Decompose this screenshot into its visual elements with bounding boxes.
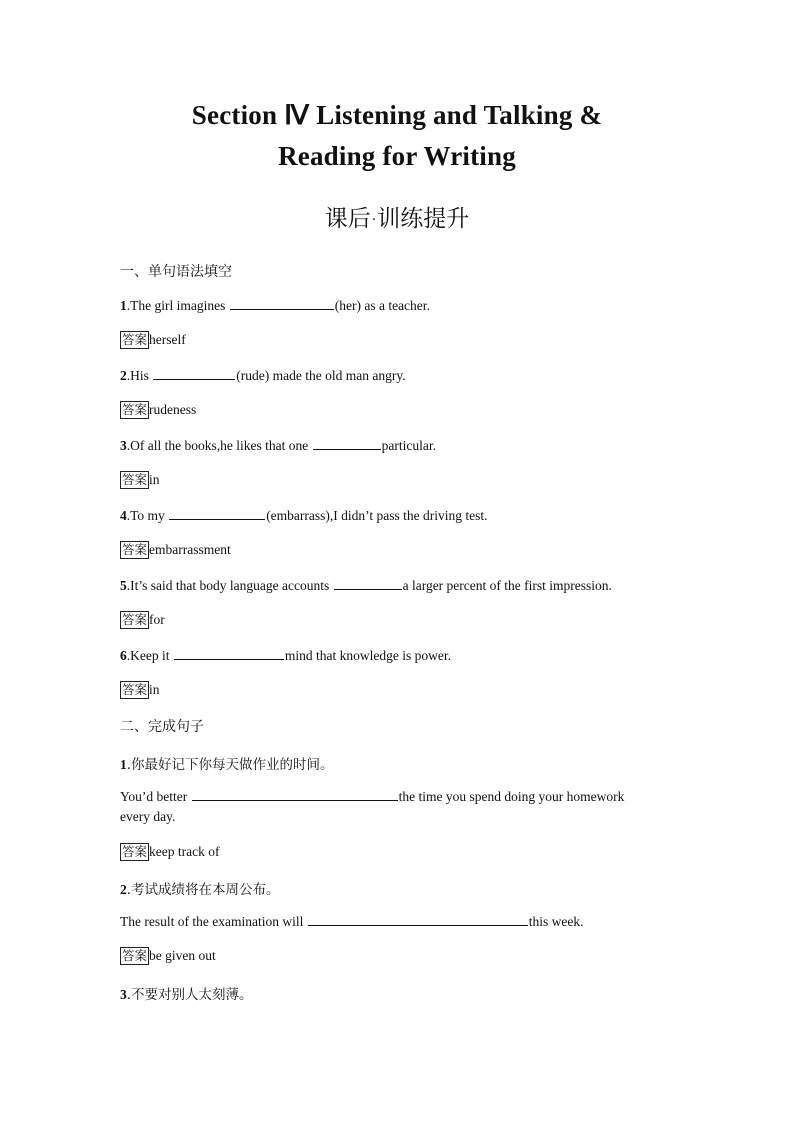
section1-heading: 一、单句语法填空: [120, 264, 232, 280]
answer-blank: [169, 507, 265, 520]
question-number: 4: [120, 508, 127, 523]
answer-row: [120, 681, 160, 699]
answer-blank: [153, 367, 235, 380]
q2-2-cn: [120, 878, 280, 898]
question-text: .Of all the books,he likes that one: [126, 438, 312, 453]
q1-6: [120, 647, 451, 664]
question-chinese: .你最好记下你每天做作业的时间。: [126, 757, 334, 773]
answer-blank: [334, 577, 402, 590]
question-chinese: .不要对别人太刻薄。: [126, 987, 253, 1003]
q2-1-cn: [120, 753, 334, 773]
question-text: .It’s said that body language accounts: [126, 578, 333, 593]
question-text: You’d better: [120, 789, 191, 804]
answer-text: in: [149, 682, 160, 697]
page-title-line1: Section Ⅳ Listening and Talking &: [191, 100, 603, 130]
question-number: 3: [120, 987, 127, 1002]
answer-text: for: [149, 612, 165, 627]
section2-heading: 二、完成句子: [120, 719, 204, 735]
answer-row: [120, 401, 196, 419]
answer-label-box: 答案: [122, 472, 148, 487]
question-text: this week.: [528, 914, 584, 929]
question-text: .To my: [126, 508, 169, 523]
question-text: (rude) made the old man angry.: [236, 368, 406, 383]
subtitle-dot: ·: [371, 211, 377, 228]
answer-row: [120, 843, 219, 861]
answer-row: [120, 331, 186, 349]
question-text: (embarrass),I didn’t pass the driving test.: [266, 508, 488, 523]
question-number: 5: [120, 578, 127, 593]
question-number: 3: [120, 438, 127, 453]
answer-text: be given out: [149, 948, 216, 963]
answer-text: in: [149, 472, 160, 487]
answer-text: rudeness: [149, 402, 197, 417]
answer-row: [120, 471, 160, 489]
question-number: 2: [120, 368, 127, 383]
q1-2: [120, 367, 406, 384]
page-subtitle: [0, 200, 794, 233]
q1-3: [120, 437, 436, 454]
answer-text: herself: [149, 332, 186, 347]
answer-blank: [230, 297, 334, 310]
q1-1: [120, 297, 430, 314]
question-text: a larger percent of the first impression.: [402, 578, 612, 593]
answer-label-box: 答案: [122, 682, 148, 697]
question-text: .The girl imagines: [126, 298, 229, 313]
q1-4: [120, 507, 488, 524]
question-text: .His: [126, 368, 153, 383]
answer-text: keep track of: [149, 844, 220, 859]
answer-blank: [308, 913, 528, 926]
answer-row: [120, 611, 165, 629]
question-text: particular.: [381, 438, 436, 453]
answer-blank: [313, 437, 381, 450]
answer-label-box: 答案: [122, 948, 148, 963]
answer-label-box: 答案: [122, 612, 148, 627]
question-text: .Keep it: [126, 648, 173, 663]
answer-label-box: 答案: [122, 332, 148, 347]
answer-label-box: 答案: [122, 844, 148, 859]
q2-2-en: [120, 913, 583, 930]
q1-5: [120, 577, 612, 594]
subtitle-part-b: 训练提升: [377, 206, 470, 232]
q2-3-cn: [120, 983, 253, 1003]
question-text: (her) as a teacher.: [334, 298, 430, 313]
question-number: 1: [120, 298, 127, 313]
answer-label-box: 答案: [122, 542, 148, 557]
answer-row: [120, 541, 231, 559]
answer-blank: [174, 647, 284, 660]
answer-text: embarrassment: [149, 542, 231, 557]
answer-row: [120, 947, 216, 965]
answer-label-box: 答案: [122, 402, 148, 417]
question-number: 6: [120, 648, 127, 663]
q2-1-en: [120, 788, 624, 805]
question-number: 2: [120, 882, 127, 897]
question-text: the time you spend doing your homework: [398, 789, 625, 804]
page-title-line2: Reading for Writing: [278, 141, 516, 171]
question-number: 1: [120, 757, 127, 772]
question-text: The result of the examination will: [120, 914, 307, 929]
question-text: mind that knowledge is power.: [284, 648, 451, 663]
subtitle-part-a: 课后: [324, 206, 371, 232]
question-chinese: .考试成绩将在本周公布。: [126, 882, 280, 898]
q2-1-cont: every day.: [120, 809, 176, 824]
answer-blank: [192, 788, 398, 801]
